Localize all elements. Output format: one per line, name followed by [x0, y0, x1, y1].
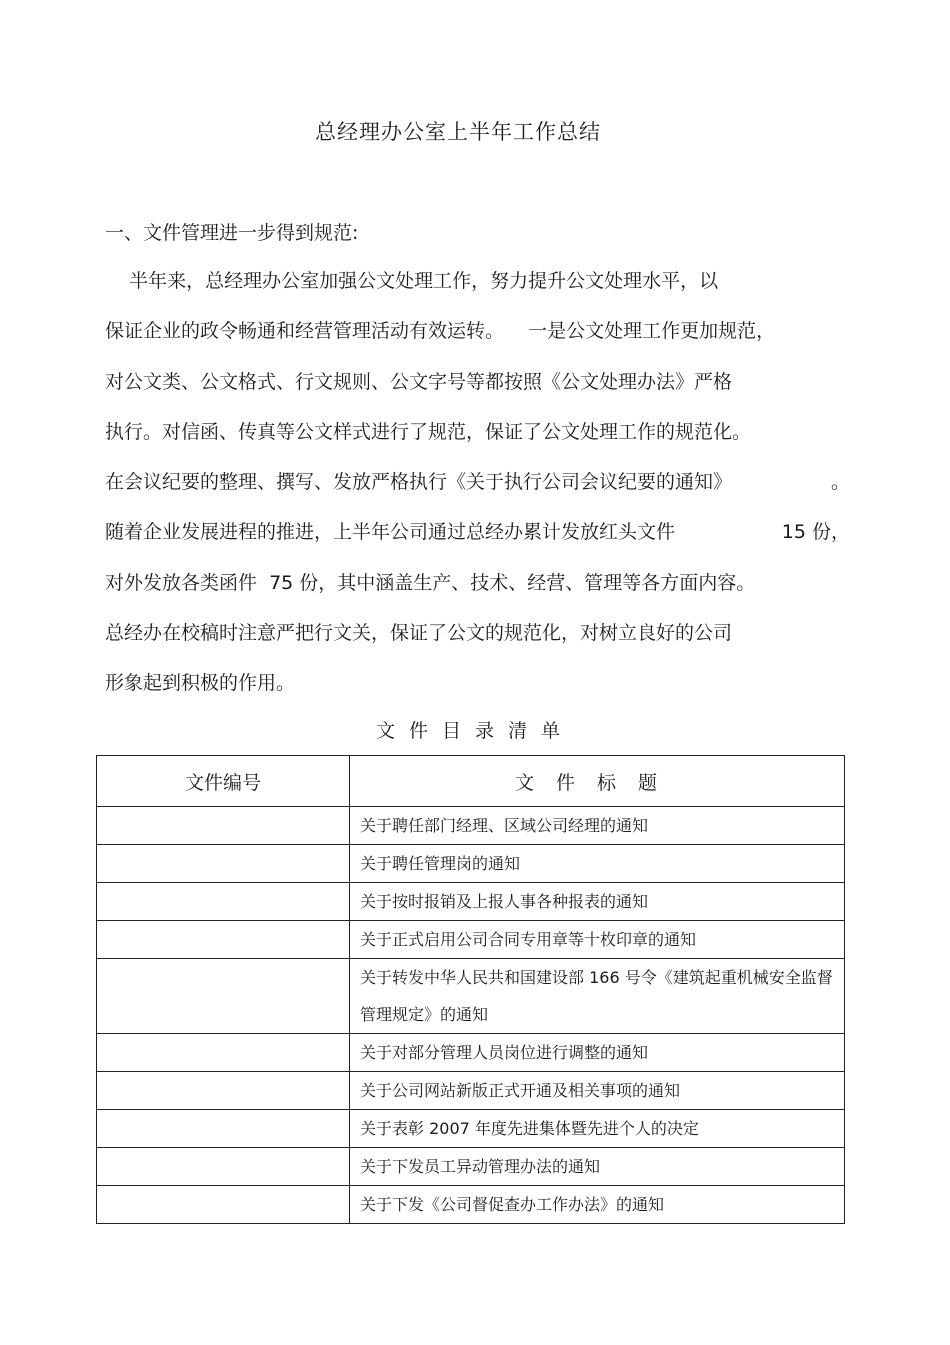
column-header-title: 文件标题	[350, 756, 845, 807]
line-text: 执行。对信函、传真等公文样式进行了规范，保证了公文处理工作的规范化。	[105, 420, 752, 443]
line-text: 在会议纪要的整理、撰写、发放严格执行《关于执行公司会议纪要的通知》	[105, 471, 733, 494]
line-text: 对外发放各类函件 75 份，其中涵盖生产、技术、经营、管理等各方面内容。	[105, 571, 756, 594]
line-text: 形象起到积极的作用。	[105, 672, 296, 695]
paragraph-line	[105, 513, 850, 563]
file-title-cell: 关于下发《公司督促查办工作办法》的通知	[350, 1186, 845, 1224]
table-row	[97, 921, 845, 959]
table-row	[97, 807, 845, 845]
line-tail: 。	[830, 471, 850, 494]
body-paragraph	[105, 262, 850, 715]
file-number-cell	[97, 883, 350, 921]
file-title-cell: 关于聘任管理岗的通知	[350, 845, 845, 883]
table-row	[97, 959, 845, 1034]
paragraph-line	[105, 312, 850, 362]
column-header-number: 文件编号	[97, 756, 350, 807]
file-title-cell: 关于正式启用公司合同专用章等十枚印章的通知	[350, 921, 845, 959]
paragraph-line	[105, 363, 850, 413]
table-header-row	[97, 756, 845, 807]
file-number-cell	[97, 1072, 350, 1110]
paragraph-line	[105, 664, 850, 714]
file-number-cell	[97, 921, 350, 959]
paragraph-line	[105, 463, 850, 513]
table-row	[97, 1110, 845, 1148]
line-text: 保证企业的政令畅通和经营管理活动有效运转。 一是公文处理工作更加规范，	[105, 320, 776, 343]
paragraph-line	[105, 614, 850, 664]
file-title-cell: 关于下发员工异动管理办法的通知	[350, 1148, 845, 1186]
table-row	[97, 883, 845, 921]
file-title-cell: 关于对部分管理人员岗位进行调整的通知	[350, 1034, 845, 1072]
paragraph-line	[105, 262, 850, 312]
paragraph-line	[105, 413, 850, 463]
file-number-cell	[97, 1186, 350, 1224]
line-text: 对公文类、公文格式、行文规则、公文字号等都按照《公文处理办法》严格	[105, 370, 733, 393]
file-title-cell: 关于公司网站新版正式开通及相关事项的通知	[350, 1072, 845, 1110]
table-row	[97, 1148, 845, 1186]
table-row	[97, 1034, 845, 1072]
table-row	[97, 1072, 845, 1110]
file-number-cell	[97, 1110, 350, 1148]
file-title-cell: 关于聘任部门经理、区域公司经理的通知	[350, 807, 845, 845]
file-title-cell: 关于表彰 2007 年度先进集体暨先进个人的决定	[350, 1110, 845, 1148]
line-text: 总经办在校稿时注意严把行文关，保证了公文的规范化，对树立良好的公司	[105, 622, 733, 645]
file-number-cell	[97, 959, 350, 1034]
line-tail: 15 份，	[781, 521, 850, 544]
section-heading: 一、文件管理进一步得到规范:	[105, 222, 359, 244]
line-text: 半年来，总经理办公室加强公文处理工作，努力提升公文处理水平，以	[105, 270, 719, 292]
file-number-cell	[97, 1034, 350, 1072]
table-row	[97, 845, 845, 883]
table-row	[97, 1186, 845, 1224]
file-number-cell	[97, 807, 350, 845]
paragraph-line	[105, 564, 850, 614]
file-number-cell	[97, 845, 350, 883]
file-list-table	[96, 755, 845, 1224]
file-title-cell: 关于按时报销及上报人事各种报表的通知	[350, 883, 845, 921]
file-title-cell: 关于转发中华人民共和国建设部 166 号令《建筑起重机械安全监督管理规定》的通知	[350, 959, 845, 1034]
line-text: 随着企业发展进程的推进，上半年公司通过总经办累计发放红头文件	[105, 521, 676, 544]
document-title: 总经理办公室上半年工作总结	[315, 120, 601, 144]
file-list-title: 文件目录清单	[375, 720, 574, 742]
file-number-cell	[97, 1148, 350, 1186]
